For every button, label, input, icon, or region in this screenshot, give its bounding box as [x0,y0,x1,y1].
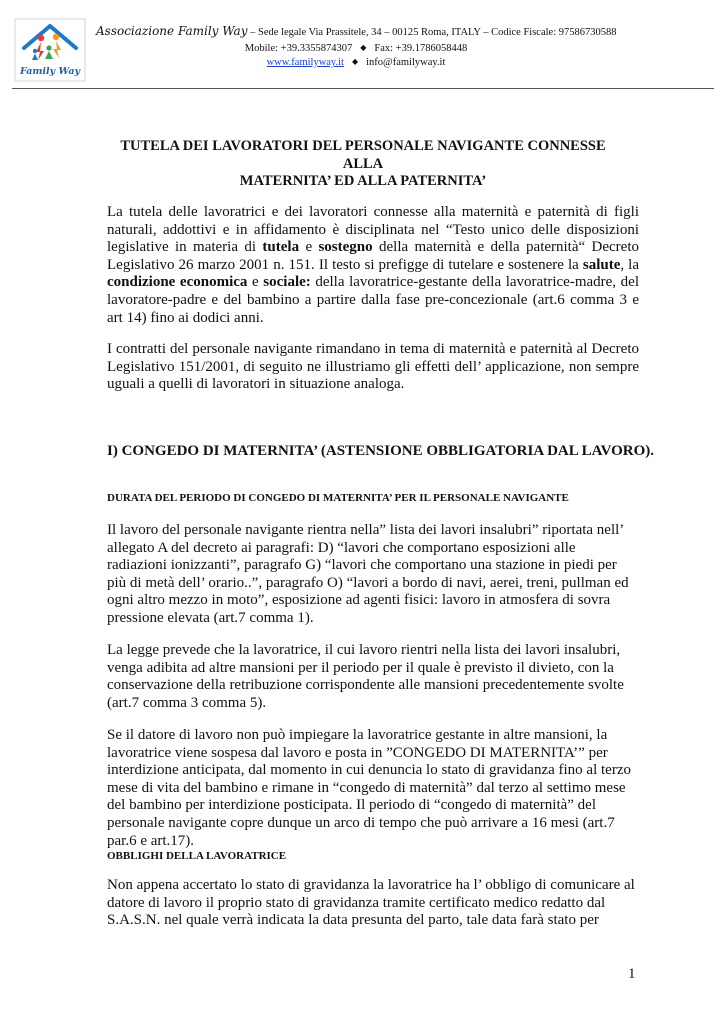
text-run: La tutela delle lavoratrici e dei lavoratori connesse alla maternità e paternità di figli naturali, addottivi e in affidamento è disciplinata nel “Testo unico delle disposizioni legislative in materia di [107,204,639,256]
subsection-heading-durata: DURATA DEL PERIODO DI CONGEDO DI MATERNITA’ PER IL PERSONALE NAVIGANTE [107,492,569,504]
mobile-number: Mobile: +39.3355874307 [244,43,353,54]
logo-text: Family Way [20,66,80,77]
legal-address: – Sede legale Via Prassitele, 34 – 00125 Roma, ITALY – Codice Fiscale: 97586730588 [247,27,617,38]
bold-run: tutela [262,239,300,256]
intro-paragraph-1 [107,204,639,327]
paragraph-congedo-anticipato: Se il datore di lavoro non può impiegare la lavoratrice gestante in altre mansioni, la lavoratrice viene sospesa dal lavoro e posta in ”CONGEDO DI MATERNITA’” per interdizione anticipata, dal momento in cui denuncia lo stato di gravidanza fino al terzo mese di vita del bambino e rimane in “congedo di maternità” dal terzo al settimo mese del bambino per interdizione posticipata. Il periodo di “congedo di maternità” del personale navigante copre dunque un arco di tempo che può arrivare a 16 mesi (art.7 par.6 e art.17). [107,727,631,849]
text-run: e [299,239,319,256]
diamond-separator-icon: ◆ [351,57,359,66]
page-number: 1 [628,966,636,982]
bold-run: condizione economica [107,274,248,291]
text-run: , la [620,256,639,273]
paragraph-obblighi: Non appena accertato lo stato di gravidanza la lavoratrice ha l’ obbligo di comunicare al datore di lavoro il proprio stato di gravidanza tramite certificato medico redatto dal S.A.S.N. nel quale verrà indicata la data presunta del parto, tale data farà stato per [107,877,635,929]
header-divider [12,88,714,89]
bold-run: sociale: [263,274,311,291]
section-heading-congedo: I) CONGEDO DI MATERNITA’ (ASTENSIONE OBBLIGATORIA DAL LAVORO). [107,443,655,459]
bold-run: sostegno [318,239,373,256]
subsection-heading-obblighi: OBBLIGHI DELLA LAVORATRICE [107,850,287,862]
fax-number: Fax: +39.1786058448 [374,43,468,54]
bold-run: salute [582,256,621,273]
intro-paragraph-2: I contratti del personale navigante rimandano in tema di maternità e paternità al Decreto Legislativo 151/2001, di seguito ne illustriamo gli effetti dell’ applicazione, non sempre uguali a quelli di lavoratori in situazione analoga. [107,341,639,393]
family-house-logo-icon [14,18,86,82]
letterhead-address [96,24,716,38]
paragraph-lavori-insalubri: Il lavoro del personale navigante rientra nella” lista dei lavori insalubri” riportata nell’ allegato A del decreto ai paragrafi: D) “lavori che comportano esposizioni alle radiazioni ionizzanti”, paragrafo G) “lavori che comportano una stazione in piedi per più di metà dell’ orario..”, paragrafo O) “lavori a bordo di navi, aerei, treni, pullman ed ogni altro mezzo in moto”, esposizione ad agenti fisici: lavoro in atmosfera di sovra pressione elevata (art.7 comma 1). [107,522,629,626]
paragraph-altre-mansioni: La legge prevede che la lavoratrice, il cui lavoro rientri nella lista dei lavori insalubri, venga adibita ad altre mansioni per il periodo per il quale è previsto il divieto, con la conservazione della retribuzione corrispondente alle mansioni precedentemente svolte (art.7 comma 3 comma 5). [107,642,624,711]
organization-name: Associazione Family Way [96,24,248,38]
diamond-separator-icon: ◆ [360,43,367,52]
text-run: della maternità e della paternità“ Decreto Legislativo 26 marzo 2001 n. 151. Il testo si prefigge di tutelare e sostenere la [107,239,639,273]
title-line-1: TUTELA DEI LAVORATORI DEL PERSONALE NAVIGANTE CONNESSE ALLA [120,138,606,172]
letterhead-web [96,57,616,68]
family-way-logo [14,18,86,82]
letterhead-contacts [96,43,616,54]
email-address: info@familyway.it [366,57,446,68]
website-link[interactable]: www.familyway.it [266,57,344,68]
title-line-2: MATERNITA’ ED ALLA PATERNITA’ [239,173,487,189]
document-title [108,138,618,191]
text-run: e [247,274,264,291]
text-run: della lavoratrice-gestante della lavoratrice-madre, del lavoratore-padre e del bambino a partire dalla fase pre-concezionale (art.6 comma 3 e art 14) fino ai dodici anni. [107,274,639,326]
